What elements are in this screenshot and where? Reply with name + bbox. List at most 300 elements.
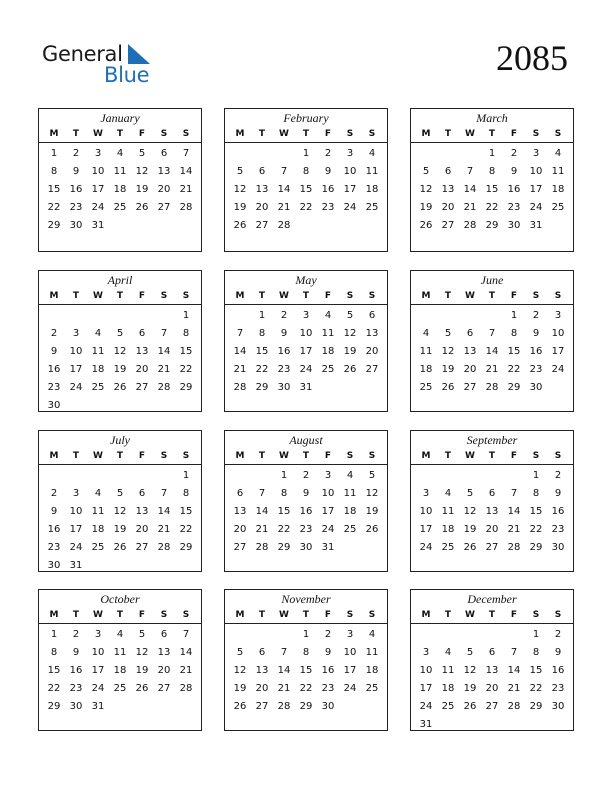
- day-cell: 2: [302, 470, 310, 481]
- day-cell: 17: [299, 346, 313, 357]
- day-cell: 17: [419, 524, 433, 535]
- day-cell: 16: [507, 184, 521, 195]
- day-cell: 12: [463, 506, 477, 517]
- day-grid: [39, 465, 201, 575]
- day-cell: 21: [179, 665, 193, 676]
- day-cell: 28: [157, 382, 171, 393]
- day-cell: 21: [157, 524, 171, 535]
- day-cell: 7: [510, 647, 518, 658]
- day-cell: 26: [463, 701, 477, 712]
- day-cell: 19: [135, 665, 149, 676]
- day-cell: 17: [551, 346, 565, 357]
- day-cell: 14: [179, 647, 193, 658]
- weekday-label: W: [279, 451, 289, 461]
- day-cell: 5: [116, 328, 124, 339]
- day-cell: 1: [302, 629, 310, 640]
- day-cell: 25: [321, 364, 335, 375]
- weekday-label: M: [235, 451, 245, 461]
- day-cell: 29: [255, 382, 269, 393]
- day-cell: 15: [299, 184, 313, 195]
- day-cell: 10: [69, 506, 83, 517]
- empty-day-cell: [109, 467, 131, 485]
- weekday-label: S: [532, 129, 540, 139]
- weekday-label: F: [138, 129, 146, 139]
- day-cell: 2: [554, 629, 562, 640]
- day-cell: 16: [47, 364, 61, 375]
- day-cell: 22: [179, 364, 193, 375]
- month-name: April: [107, 273, 133, 287]
- day-cell: 24: [69, 382, 83, 393]
- logo-word-blue: Blue: [104, 63, 150, 87]
- day-cell: 5: [422, 166, 430, 177]
- weekday-label: W: [279, 291, 289, 301]
- day-cell: 25: [91, 382, 105, 393]
- day-cell: 23: [321, 202, 335, 213]
- day-cell: 29: [485, 220, 499, 231]
- day-cell: 9: [554, 488, 562, 499]
- weekday-label: S: [554, 291, 562, 301]
- day-cell: 10: [529, 166, 543, 177]
- day-cell: 28: [179, 683, 193, 694]
- month-name: October: [100, 592, 140, 606]
- day-cell: 23: [299, 524, 313, 535]
- logo-triangle-icon: [124, 44, 150, 64]
- weekday-label: T: [72, 291, 80, 301]
- empty-day-cell: [437, 307, 459, 325]
- day-cell: 22: [299, 202, 313, 213]
- day-cell: 13: [135, 506, 149, 517]
- weekday-label: T: [116, 610, 124, 620]
- day-cell: 17: [91, 184, 105, 195]
- day-cell: 8: [258, 328, 266, 339]
- day-cell: 23: [69, 202, 83, 213]
- weekday-header: [225, 448, 387, 465]
- empty-day-cell: [131, 307, 153, 325]
- weekday-label: S: [182, 129, 190, 139]
- day-cell: 21: [233, 364, 247, 375]
- empty-day-cell: [459, 467, 481, 485]
- day-cell: 2: [532, 310, 540, 321]
- weekday-label: S: [532, 451, 540, 461]
- day-cell: 14: [157, 506, 171, 517]
- day-cell: 31: [69, 560, 83, 571]
- day-cell: 6: [160, 148, 168, 159]
- day-cell: 26: [135, 683, 149, 694]
- day-cell: 24: [299, 364, 313, 375]
- day-cell: 15: [179, 506, 193, 517]
- day-cell: 27: [157, 202, 171, 213]
- day-cell: 2: [510, 148, 518, 159]
- day-cell: 3: [324, 470, 332, 481]
- day-cell: 18: [419, 364, 433, 375]
- logo-word-general: General: [42, 42, 123, 66]
- day-cell: 28: [485, 382, 499, 393]
- day-cell: 25: [441, 701, 455, 712]
- day-cell: 23: [507, 202, 521, 213]
- day-cell: 30: [551, 701, 565, 712]
- day-cell: 7: [280, 647, 288, 658]
- day-cell: 22: [485, 202, 499, 213]
- day-cell: 11: [321, 328, 335, 339]
- day-cell: 30: [47, 400, 61, 411]
- day-cell: 23: [551, 683, 565, 694]
- day-cell: 23: [69, 683, 83, 694]
- day-cell: 3: [72, 328, 80, 339]
- day-cell: 18: [113, 665, 127, 676]
- weekday-label: F: [510, 451, 518, 461]
- day-cell: 18: [321, 346, 335, 357]
- day-cell: 28: [507, 542, 521, 553]
- day-cell: 3: [72, 488, 80, 499]
- day-cell: 22: [179, 524, 193, 535]
- day-cell: 31: [419, 719, 433, 730]
- weekday-label: S: [554, 129, 562, 139]
- day-cell: 21: [507, 524, 521, 535]
- weekday-label: F: [324, 291, 332, 301]
- day-cell: 29: [529, 701, 543, 712]
- day-cell: 3: [422, 488, 430, 499]
- day-cell: 4: [422, 328, 430, 339]
- day-cell: 30: [47, 560, 61, 571]
- weekday-label: F: [324, 129, 332, 139]
- day-cell: 19: [113, 364, 127, 375]
- day-cell: 8: [532, 647, 540, 658]
- month-february: [224, 108, 388, 252]
- day-cell: 3: [346, 148, 354, 159]
- empty-day-cell: [153, 467, 175, 485]
- empty-day-cell: [229, 307, 251, 325]
- day-cell: 30: [277, 382, 291, 393]
- weekday-label: W: [465, 451, 475, 461]
- day-cell: 30: [69, 701, 83, 712]
- day-cell: 24: [343, 202, 357, 213]
- weekday-label: S: [554, 610, 562, 620]
- weekday-label: S: [160, 291, 168, 301]
- day-cell: 8: [182, 328, 190, 339]
- weekday-header: [411, 448, 573, 465]
- day-cell: 6: [236, 488, 244, 499]
- weekday-label: S: [532, 610, 540, 620]
- weekday-label: W: [465, 610, 475, 620]
- weekday-label: S: [346, 451, 354, 461]
- day-grid: [411, 624, 573, 734]
- empty-day-cell: [43, 467, 65, 485]
- day-cell: 24: [321, 524, 335, 535]
- empty-day-cell: [415, 467, 437, 485]
- month-may: [224, 270, 388, 412]
- day-cell: 28: [277, 220, 291, 231]
- day-cell: 6: [138, 328, 146, 339]
- day-cell: 24: [551, 364, 565, 375]
- day-cell: 10: [343, 647, 357, 658]
- month-january: [38, 108, 202, 252]
- day-cell: 19: [463, 683, 477, 694]
- weekday-label: T: [302, 291, 310, 301]
- day-cell: 3: [94, 629, 102, 640]
- day-cell: 19: [365, 506, 379, 517]
- weekday-label: T: [116, 451, 124, 461]
- weekday-label: F: [510, 291, 518, 301]
- day-cell: 15: [507, 346, 521, 357]
- day-cell: 12: [419, 184, 433, 195]
- day-cell: 27: [255, 220, 269, 231]
- day-cell: 5: [236, 647, 244, 658]
- day-cell: 3: [94, 148, 102, 159]
- day-cell: 4: [116, 148, 124, 159]
- weekday-header: [225, 607, 387, 624]
- day-cell: 1: [50, 629, 58, 640]
- day-cell: 10: [551, 328, 565, 339]
- day-cell: 1: [302, 148, 310, 159]
- month-name: June: [480, 273, 504, 287]
- day-cell: 7: [466, 166, 474, 177]
- day-grid: [39, 624, 201, 716]
- day-cell: 21: [255, 524, 269, 535]
- weekday-label: T: [258, 291, 266, 301]
- day-cell: 16: [69, 665, 83, 676]
- day-cell: 27: [485, 542, 499, 553]
- weekday-label: T: [72, 129, 80, 139]
- weekday-label: M: [49, 451, 59, 461]
- day-cell: 25: [551, 202, 565, 213]
- day-cell: 21: [157, 364, 171, 375]
- day-cell: 31: [91, 220, 105, 231]
- weekday-label: S: [182, 451, 190, 461]
- day-cell: 10: [419, 665, 433, 676]
- weekday-label: W: [93, 129, 103, 139]
- day-cell: 31: [321, 542, 335, 553]
- day-cell: 16: [551, 665, 565, 676]
- day-cell: 26: [365, 524, 379, 535]
- weekday-label: S: [160, 610, 168, 620]
- day-cell: 7: [182, 629, 190, 640]
- weekday-label: T: [488, 451, 496, 461]
- weekday-label: T: [116, 291, 124, 301]
- day-cell: 4: [444, 647, 452, 658]
- generalblue-logo: [42, 42, 162, 88]
- day-cell: 11: [365, 166, 379, 177]
- day-cell: 8: [488, 166, 496, 177]
- day-cell: 28: [179, 202, 193, 213]
- day-cell: 2: [50, 328, 58, 339]
- day-cell: 6: [258, 647, 266, 658]
- day-cell: 29: [47, 701, 61, 712]
- weekday-label: S: [346, 291, 354, 301]
- day-cell: 16: [529, 346, 543, 357]
- day-cell: 22: [529, 683, 543, 694]
- month-name: November: [281, 592, 331, 606]
- day-cell: 7: [160, 488, 168, 499]
- month-name: December: [467, 592, 517, 606]
- weekday-header: [39, 607, 201, 624]
- day-cell: 19: [113, 524, 127, 535]
- weekday-label: T: [72, 451, 80, 461]
- day-cell: 13: [485, 665, 499, 676]
- empty-day-cell: [251, 467, 273, 485]
- day-cell: 20: [255, 683, 269, 694]
- day-cell: 10: [91, 166, 105, 177]
- day-cell: 14: [277, 184, 291, 195]
- day-cell: 1: [50, 148, 58, 159]
- day-cell: 5: [444, 328, 452, 339]
- day-cell: 27: [463, 382, 477, 393]
- empty-day-cell: [437, 145, 459, 163]
- day-cell: 28: [277, 701, 291, 712]
- empty-day-cell: [65, 467, 87, 485]
- day-cell: 20: [485, 524, 499, 535]
- day-cell: 6: [488, 488, 496, 499]
- day-cell: 9: [324, 166, 332, 177]
- weekday-label: S: [346, 610, 354, 620]
- day-cell: 10: [69, 346, 83, 357]
- day-cell: 2: [554, 470, 562, 481]
- day-cell: 22: [255, 364, 269, 375]
- day-cell: 16: [551, 506, 565, 517]
- weekday-label: W: [465, 291, 475, 301]
- day-cell: 14: [507, 506, 521, 517]
- day-cell: 9: [510, 166, 518, 177]
- month-name: August: [289, 433, 323, 447]
- day-cell: 26: [113, 382, 127, 393]
- day-cell: 28: [507, 701, 521, 712]
- day-cell: 24: [419, 701, 433, 712]
- day-cell: 27: [485, 701, 499, 712]
- weekday-header: [39, 288, 201, 305]
- day-cell: 17: [321, 506, 335, 517]
- day-cell: 25: [113, 202, 127, 213]
- day-cell: 11: [551, 166, 565, 177]
- day-cell: 12: [113, 346, 127, 357]
- day-cell: 18: [441, 524, 455, 535]
- day-cell: 2: [324, 148, 332, 159]
- day-cell: 7: [236, 328, 244, 339]
- month-june: [410, 270, 574, 412]
- day-cell: 30: [529, 382, 543, 393]
- day-cell: 8: [302, 166, 310, 177]
- day-cell: 11: [441, 506, 455, 517]
- day-cell: 28: [233, 382, 247, 393]
- weekday-label: S: [368, 129, 376, 139]
- day-cell: 5: [138, 629, 146, 640]
- day-cell: 13: [157, 166, 171, 177]
- day-cell: 26: [419, 220, 433, 231]
- day-cell: 28: [463, 220, 477, 231]
- weekday-label: T: [488, 129, 496, 139]
- empty-day-cell: [503, 467, 525, 485]
- weekday-label: T: [488, 610, 496, 620]
- day-cell: 31: [529, 220, 543, 231]
- day-cell: 26: [343, 364, 357, 375]
- day-cell: 18: [91, 364, 105, 375]
- weekday-label: T: [302, 129, 310, 139]
- month-name: September: [466, 433, 518, 447]
- day-cell: 9: [72, 166, 80, 177]
- day-cell: 30: [69, 220, 83, 231]
- month-september: [410, 430, 574, 572]
- day-cell: 5: [236, 166, 244, 177]
- day-cell: 24: [91, 683, 105, 694]
- day-cell: 3: [302, 310, 310, 321]
- day-cell: 1: [258, 310, 266, 321]
- day-cell: 2: [72, 148, 80, 159]
- day-cell: 18: [551, 184, 565, 195]
- day-cell: 14: [255, 506, 269, 517]
- weekday-label: F: [138, 451, 146, 461]
- empty-day-cell: [251, 626, 273, 644]
- day-cell: 30: [551, 542, 565, 553]
- empty-day-cell: [273, 145, 295, 163]
- weekday-label: S: [368, 291, 376, 301]
- weekday-header: [225, 126, 387, 143]
- day-cell: 17: [69, 524, 83, 535]
- day-cell: 14: [179, 166, 193, 177]
- day-cell: 22: [299, 683, 313, 694]
- month-name: May: [295, 273, 317, 287]
- day-cell: 22: [277, 524, 291, 535]
- day-cell: 20: [233, 524, 247, 535]
- day-grid: [225, 143, 387, 235]
- day-cell: 8: [302, 647, 310, 658]
- day-cell: 4: [368, 629, 376, 640]
- day-cell: 19: [343, 346, 357, 357]
- weekday-label: T: [258, 610, 266, 620]
- day-cell: 10: [419, 506, 433, 517]
- day-cell: 15: [47, 184, 61, 195]
- day-cell: 23: [47, 542, 61, 553]
- day-cell: 31: [299, 382, 313, 393]
- day-cell: 2: [280, 310, 288, 321]
- day-cell: 8: [280, 488, 288, 499]
- day-cell: 23: [277, 364, 291, 375]
- day-cell: 26: [441, 382, 455, 393]
- day-cell: 9: [532, 328, 540, 339]
- day-cell: 6: [368, 310, 376, 321]
- weekday-label: M: [421, 129, 431, 139]
- day-cell: 30: [507, 220, 521, 231]
- day-cell: 14: [277, 665, 291, 676]
- day-cell: 4: [444, 488, 452, 499]
- empty-day-cell: [153, 307, 175, 325]
- empty-day-cell: [229, 626, 251, 644]
- day-cell: 7: [510, 488, 518, 499]
- day-cell: 21: [463, 202, 477, 213]
- weekday-label: W: [465, 129, 475, 139]
- day-cell: 12: [113, 506, 127, 517]
- day-cell: 1: [182, 310, 190, 321]
- day-cell: 27: [255, 701, 269, 712]
- day-cell: 20: [157, 184, 171, 195]
- day-cell: 24: [91, 202, 105, 213]
- weekday-header: [39, 126, 201, 143]
- weekday-label: T: [258, 129, 266, 139]
- day-cell: 18: [91, 524, 105, 535]
- weekday-label: F: [510, 129, 518, 139]
- day-cell: 15: [277, 506, 291, 517]
- day-cell: 22: [529, 524, 543, 535]
- empty-day-cell: [87, 467, 109, 485]
- day-cell: 3: [532, 148, 540, 159]
- day-cell: 16: [47, 524, 61, 535]
- empty-day-cell: [437, 626, 459, 644]
- weekday-label: W: [279, 610, 289, 620]
- day-cell: 6: [466, 328, 474, 339]
- weekday-label: T: [444, 451, 452, 461]
- day-cell: 2: [72, 629, 80, 640]
- month-name: January: [100, 111, 140, 125]
- day-cell: 3: [554, 310, 562, 321]
- day-cell: 17: [91, 665, 105, 676]
- weekday-label: M: [235, 129, 245, 139]
